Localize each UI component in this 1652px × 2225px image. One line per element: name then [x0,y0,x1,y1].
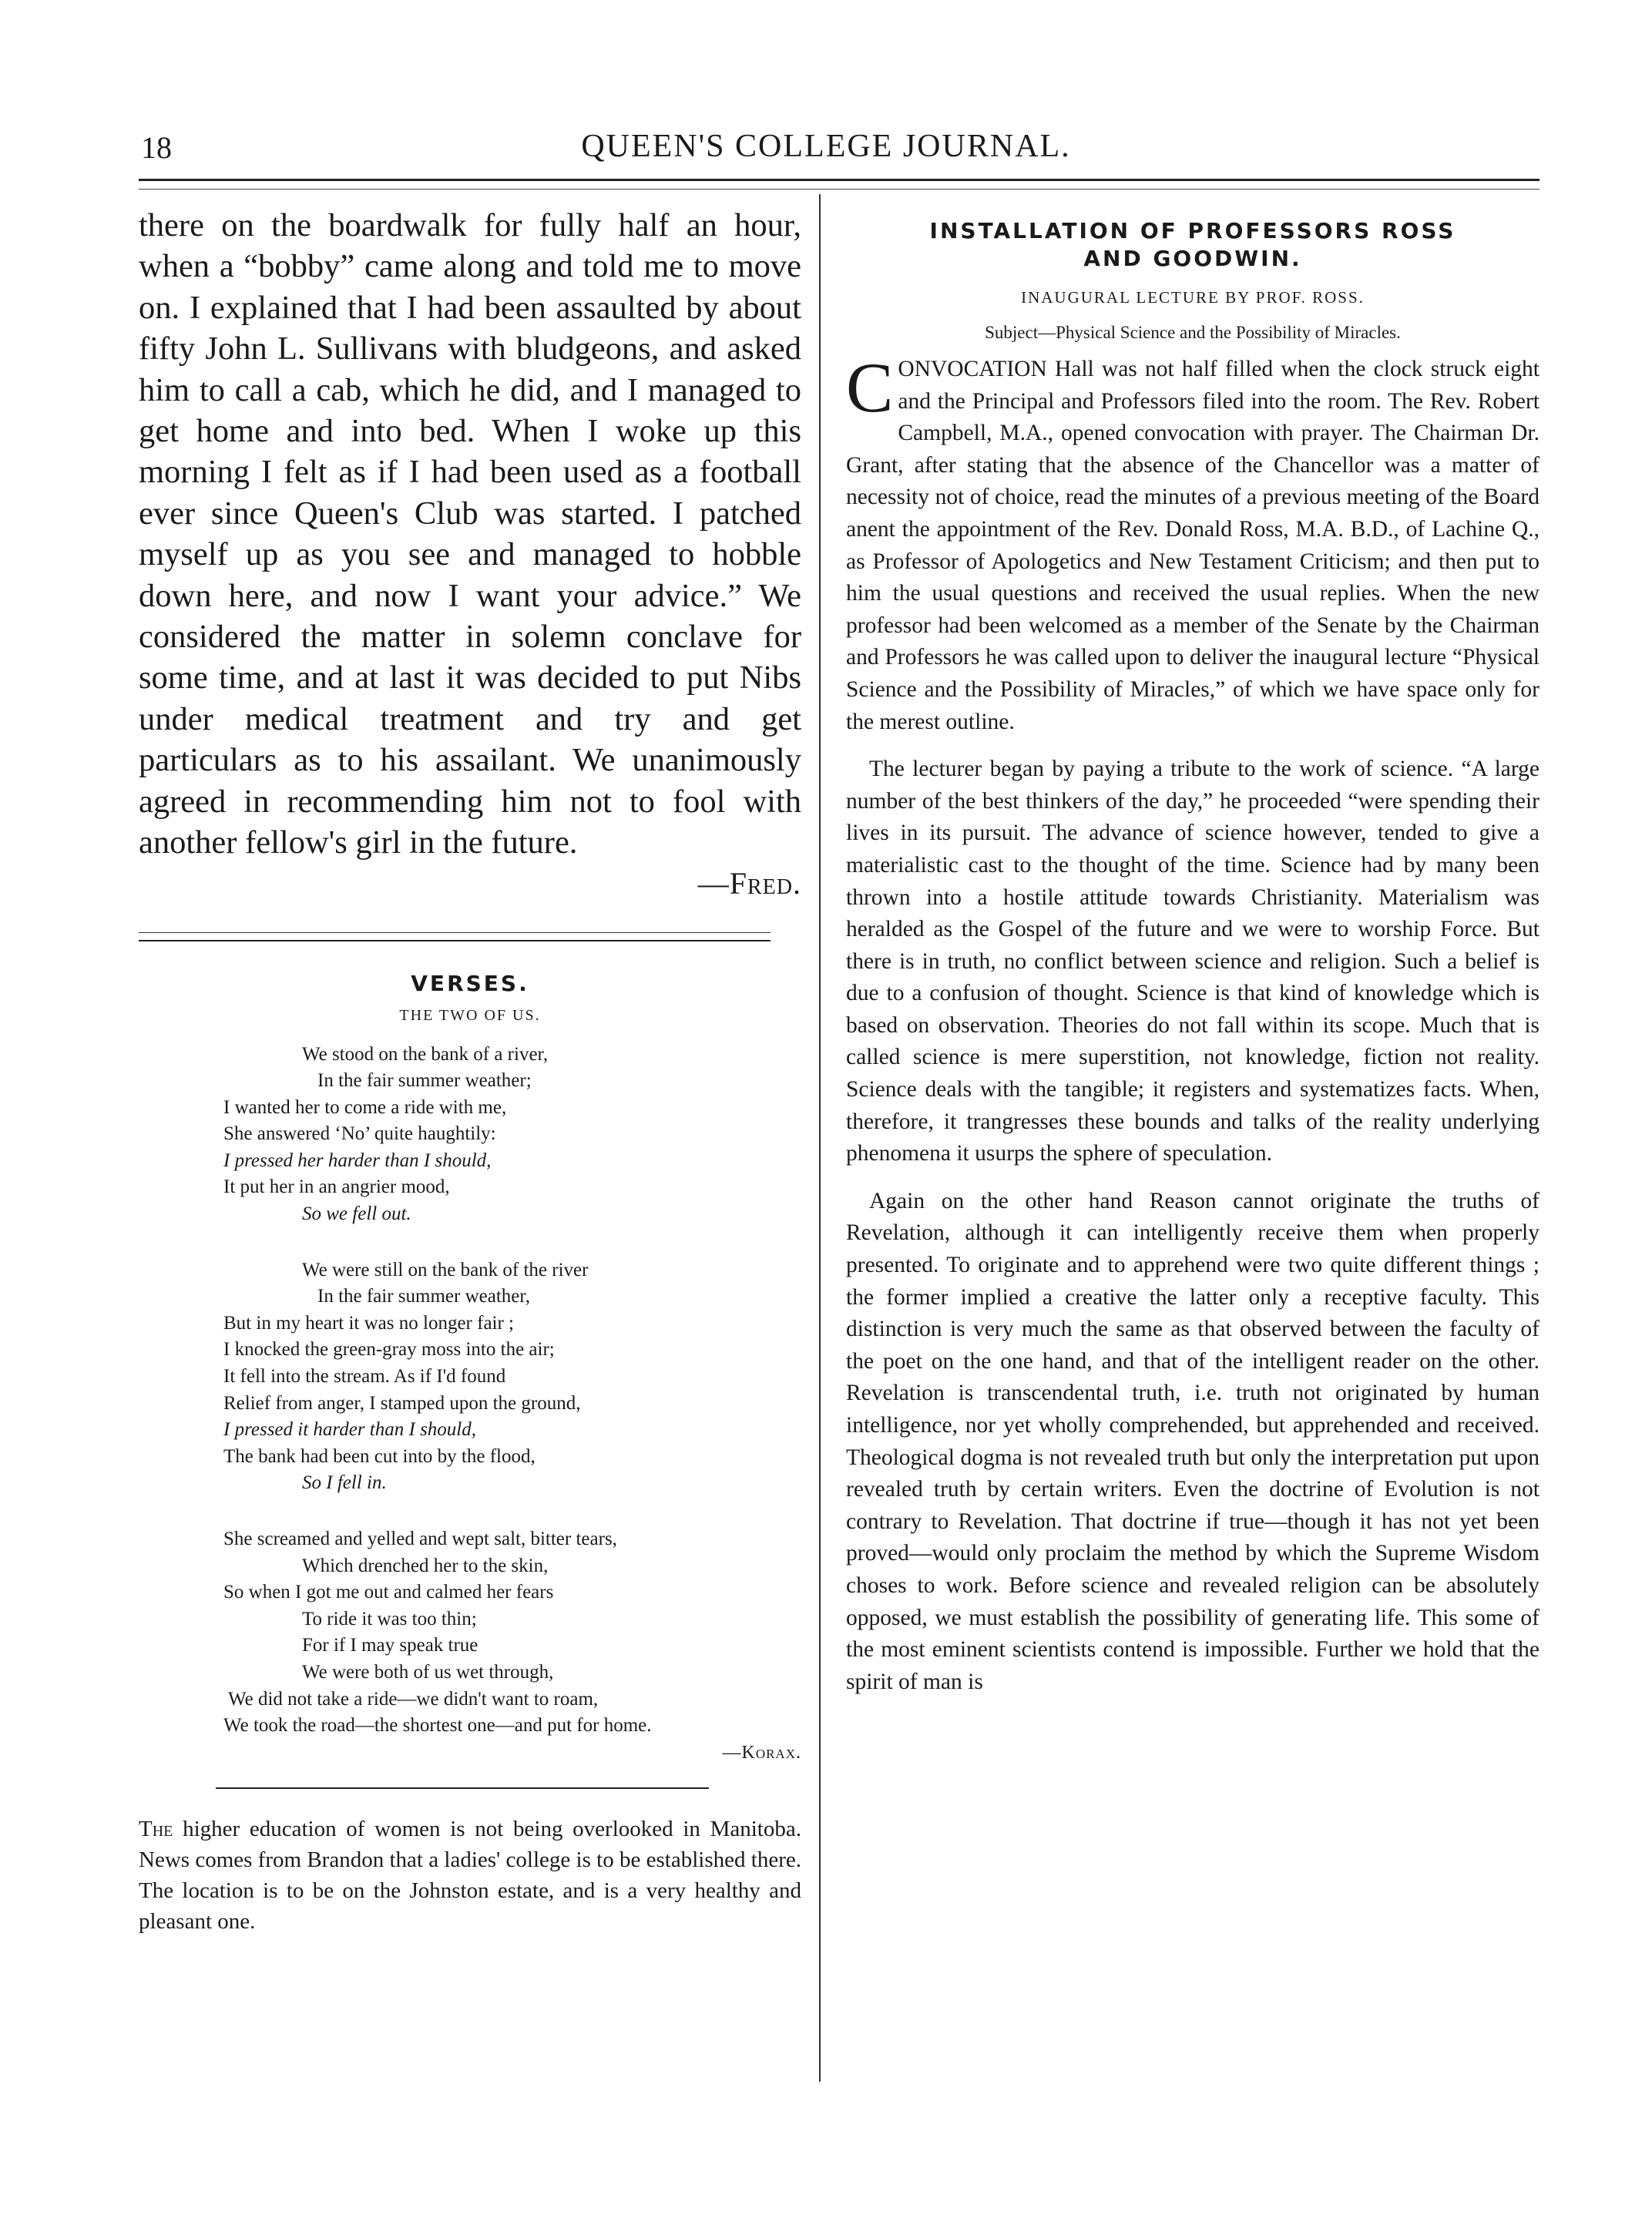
story-signature: —Fred. [697,865,801,901]
column-divider [819,194,821,2082]
poem-line: We were still on the bank of the river [302,1259,589,1280]
left-column [139,205,801,1937]
poem-line: For if I may speak true [302,1635,478,1656]
poem-line: But in my heart it was no longer fair ; [223,1312,515,1334]
news-note-lead: The [139,1817,173,1842]
poem-stanza-3 [139,1526,801,1740]
poem-line: We stood on the bank of a river, [302,1043,549,1065]
poem-line: I knocked the green-gray moss into the air; [223,1339,555,1361]
poem-line: We did not take a ride—we didn't want to roam, [228,1688,599,1710]
article-paragraph-1 [846,348,1540,738]
poem-line: She screamed and yelled and wept salt, bitter tears, [223,1529,617,1549]
header-rule [139,179,1540,190]
poem-line: The bank had been cut into by the flood, [223,1445,536,1467]
story-paragraph: there on the boardwalk for fully half an hour, when a “bobby” came along and told me to move on. I explained that I had been assaulted by about fifty John L. Sullivans with bludgeons, and asked him to call a cab, which he did, and I managed to get home and into bed. When I woke up this morning I felt as if I had been used as a football ever since Queen's Club was started. I patched myself up as you see and managed to hobble down here, and now I want your advice.” We considered the matter in solemn conclave for some time, and at last it was decided to put Nibs under medical treatment and try and get particulars as to his assailant. We unanimously agreed in recommending him not to fool with another fellow's girl in the future. [139,207,801,861]
poem-line: In the fair summer weather, [317,1286,530,1307]
poem-line: I pressed her harder than I should, [223,1149,492,1171]
poem-line: It fell into the stream. As if I'd found [223,1366,506,1388]
section-separator [216,1787,709,1789]
poem [139,1042,801,1767]
poem-line: So when I got me out and calmed her fears [223,1582,554,1603]
drop-cap: C [846,348,894,427]
poem-line: Relief from anger, I stamped upon the ground, [223,1392,581,1414]
page-number: 18 [141,130,172,165]
poem-line: Which drenched her to the skin, [302,1555,549,1576]
poem-line: She answered ‘No’ quite haughtily: [223,1123,496,1145]
article-paragraph-3: Again on the other hand Reason cannot originate the truths of Revelation, although it can intelligently receive them when properly presented. To originate and to apprehend were two quite different things ; the former implied a creative the latter only a receptive faculty. This distinction is very much the same as that observed between the faculty of the poet on the one hand, and that of the intelligent reader on the other. Revelation is transcendental truth, i.e. truth not originated by human intelligence, nor yet wholly comprehended, but apprehended and received. Theological dogma is not revealed truth but only the interpretation put upon revealed truth by certain writers. Even the doctrine of Evolution is not contrary to Revelation. That doctrine if true—though it has not yet been proved—would only proclaim the method by which the Supreme Wisdom choses to work. Before science and revealed religion can be absolutely opposed, we must establish the possibility of generating life. This some of the most eminent scientists contend is impossible. Further we hold that the spirit of man is [846,1188,1540,1694]
article-title-line-1: INSTALLATION OF PROFESSORS ROSS [929,218,1456,243]
poem-signature: —Korax. [722,1742,801,1763]
article-title [846,217,1540,273]
poem-line: We were both of us wet through, [302,1661,554,1683]
news-note-text: higher education of women is not being overlooked in Manitoba. News comes from Brandon that a ladies' college is to be established there. The location is to be on the Johnston estate, and is a very healthy and pleasant one. [139,1817,801,1935]
verses-subtitle: THE TWO OF US. [399,1006,541,1024]
poem-stanza-1 [139,1042,801,1228]
article-paragraph-1-text: ONVOCATION Hall was not half filled when the clock struck eight and the Principal and Professors filed into the room. The Rev. Robert Campbell, M.A., opened convocation with prayer. The Chairman Dr. Grant, after stating that the absence of the Chancellor was a matter of necessity not of choice, read the minutes of a previous meeting of the Board anent the appointment of the Rev. Donald Ross, M.A. B.D., of Lachine Q., as Professor of Apologetics and New Testament Criticism; and then put to him the usual questions and received the usual replies. When the new professor had been welcomed as a member of the Senate by the Chairman and Professors he was called upon to deliver the inaugural lecture “Physical Science and the Possibility of Miracles,” of which we have space only for the merest outline. [846,357,1540,734]
poem-line: I pressed it harder than I should, [223,1419,476,1441]
article-title-line-2: AND GOODWIN. [1083,246,1302,271]
right-column [846,205,1540,1698]
poem-line: So we fell out. [302,1203,411,1225]
poem-line: In the fair summer weather; [317,1070,532,1092]
poem-stanza-2 [139,1257,801,1497]
verses-title: VERSES. [411,970,529,996]
article-subtitle: INAUGURAL LECTURE BY PROF. ROSS. [1021,288,1365,307]
poem-line: It put her in an angrier mood, [223,1176,450,1198]
section-separator [139,932,771,941]
article-paragraph-2: The lecturer began by paying a tribute to the work of science. “A large number of the best thinkers of the day,” he proceeded “were spending their lives in its pursuit. The advance of science however, tended to give a materialistic cast to the thought of the time. Science had by many been thrown into a hostile attitude towards Christianity. Materialism was heralded as the Gospel of the future and we were to worship Force. But there is in truth, no conflict between science and religion. Such a belief is due to a confusion of thought. Science is that kind of knowledge which is based on observation. Theories do not fall within its scope. Much that is called science is mere superstition, not knowledge, fiction not reality. Science deals with the tangible; it registers and systematizes facts. When, therefore, it trangresses these bounds and talks of the reality underlying phenomena it usurps the sphere of speculation. [846,757,1540,1166]
poem-line: We took the road—the shortest one—and put for home. [223,1715,652,1737]
poem-line: I wanted her to come a ride with me, [223,1096,507,1118]
poem-line: To ride it was too thin; [302,1608,477,1629]
article-subject: Subject—Physical Science and the Possibility of Miracles. [985,323,1401,342]
running-head: QUEEN'S COLLEGE JOURNAL. [581,129,1071,164]
news-note [139,1814,801,1937]
poem-line: So I fell in. [302,1472,387,1494]
